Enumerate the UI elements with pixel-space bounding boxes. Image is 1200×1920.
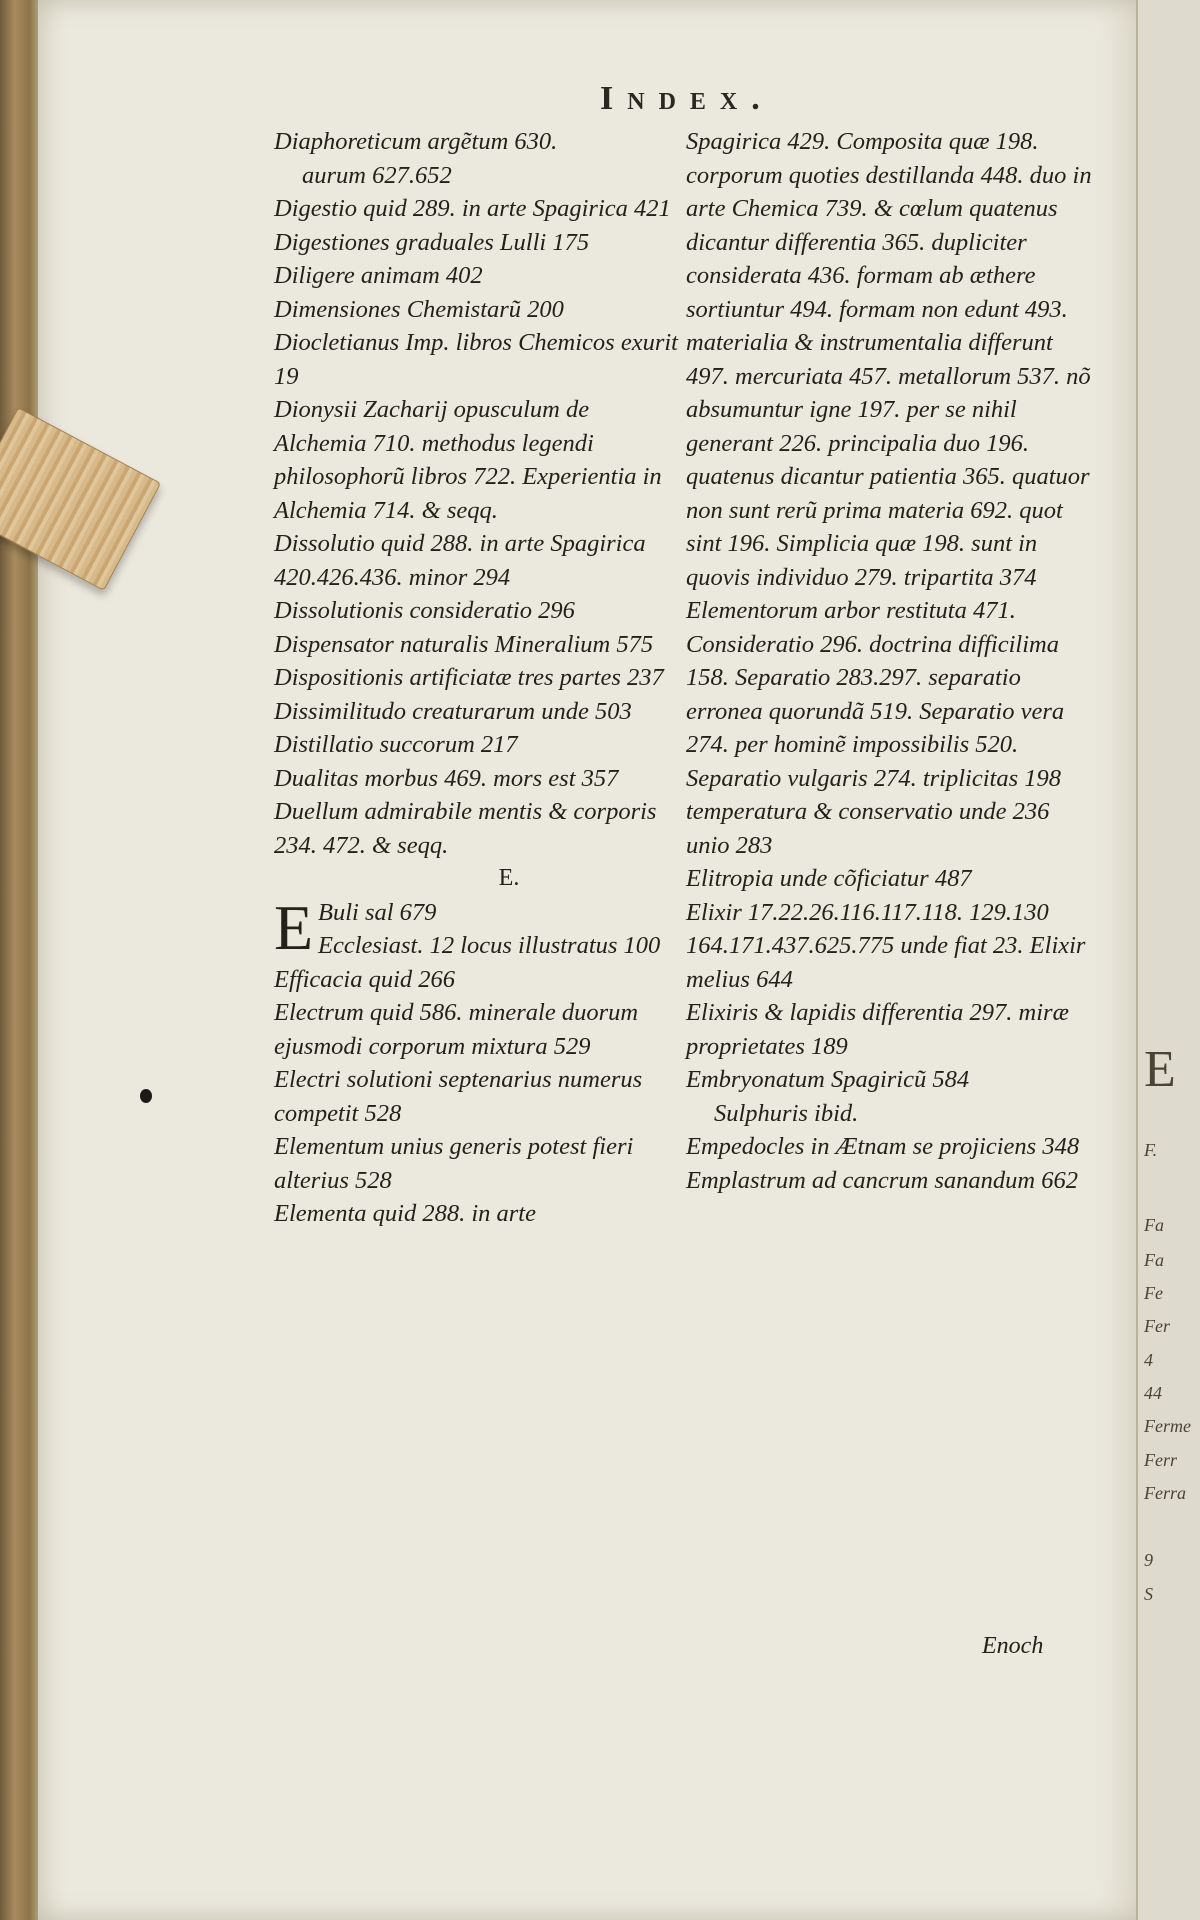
index-entry: Sulphuris ibid. (714, 1099, 859, 1127)
edge-fragment: Fa (1144, 1250, 1164, 1270)
index-entry: Dimensiones Chemistarũ 200 (274, 295, 564, 323)
index-column-left (274, 125, 684, 1231)
book-gutter (0, 0, 42, 1920)
index-entry: Dualitas morbus 469. mors est 357 (274, 764, 619, 792)
index-entry: Elixir 17.22.26.116.117.118. 129.130 164.171.437.625.775 unde fiat 23. Elixir melius 644 (686, 898, 1086, 993)
index-entry: Dissimilitudo creaturarum unde 503 (274, 697, 632, 725)
edge-fragment: Fa (1144, 1215, 1164, 1235)
index-column-right (686, 125, 1096, 1197)
index-entry: Spagirica 429. Composita quæ 198. corporum quoties destillanda 448. duo in arte Chemica 739. & cœlum quatenus dicantur differentia 365. dupliciter considerata 436. formam ab æthere sortiuntur 494. formam non edunt 493. materialia & instrumentalia differunt 497. mercuriata 457. metallorum 537. nõ absumuntur igne 197. per se nihil generant 226. principalia duo 196. quatenus dicantur patientia 365. quatuor non sunt rerũ prima materia 692. quot sint 196. Simplicia quæ 198. sunt in quovis individuo 279. tripartita 374 (686, 128, 1092, 591)
index-entry: Duellum admirabile mentis & corporis 234. 472. & seqq. (274, 798, 657, 859)
index-entry: aurum 627.652 (302, 161, 452, 189)
index-entry: Electri solutioni septenarius numerus competit 528 (274, 1066, 643, 1127)
index-entry: Embryonatum Spagiricũ 584 (686, 1066, 970, 1093)
index-entry: Dissolutionis consideratio 296 (274, 597, 575, 624)
index-entry: Elementum unius generis potest fieri alterius 528 (274, 1133, 634, 1194)
index-entry: Digestiones graduales Lulli 175 (274, 228, 590, 256)
index-entry: Dispensator naturalis Mineralium 575 (274, 630, 654, 658)
index-entry: Distillatio succorum 217 (274, 731, 518, 758)
drop-cap-initial: E (274, 891, 314, 963)
index-entry: Efficacia quid 266 (274, 965, 455, 993)
edge-fragment: Ferra (1144, 1483, 1186, 1503)
index-entry: Empedocles in Ætnam se projiciens 348 (686, 1133, 1080, 1160)
edge-fragment: Ferme (1144, 1416, 1191, 1436)
section-letter-heading: E. (498, 865, 520, 891)
index-entry: Diocletianus Imp. libros Chemicos exurit 19 (274, 329, 678, 390)
edge-fragment: Fe (1144, 1283, 1163, 1303)
index-entry: Diaphoreticum argẽtum 630. (274, 128, 558, 155)
index-entry: Diligere animam 402 (274, 262, 483, 289)
index-entry: Digestio quid 289. in arte Spagirica 421 (274, 195, 671, 222)
edge-fragment: E (1144, 1041, 1176, 1098)
catchword: Enoch (982, 1633, 1044, 1659)
edge-fragment: 9 (1144, 1550, 1153, 1570)
edge-fragment: Fer (1144, 1316, 1170, 1336)
index-entry: Ecclesiast. 12 locus illustratus 100 (318, 932, 661, 959)
index-entry: Elementa quid 288. in arte (274, 1200, 536, 1227)
ink-blot (140, 1089, 152, 1103)
index-entry: Elitropia unde cõficiatur 487 (686, 865, 972, 892)
edge-fragment: 44 (1144, 1383, 1162, 1403)
index-entry: Electrum quid 586. minerale duorum ejusmodi corporum mixtura 529 (274, 999, 639, 1060)
index-entry: Dionysii Zacharij opusculum de Alchemia 710. methodus legendi philosophorũ libros 722. Experientia in Alchemia 714. & seqq. (274, 396, 662, 524)
index-entry: Elementorum arbor restituta 471. Consideratio 296. doctrina difficilima 158. Separatio 283.297. separatio erronea quorundã 519. Separatio vera 274. per hominẽ impossibilis 520. Separatio vulgaris 274. triplicitas 198 temperatura & conservatio unde 236 unio 283 (686, 597, 1065, 859)
index-entry: Dissolutio quid 288. in arte Spagirica 420.426.436. minor 294 (274, 530, 646, 591)
edge-fragment: Ferr (1144, 1450, 1177, 1470)
index-entry: Dispositionis artificiatæ tres partes 237 (274, 664, 664, 691)
page-title: Index. (600, 80, 774, 117)
index-entry: Elixiris & lapidis differentia 297. miræ proprietates 189 (686, 999, 1069, 1060)
edge-fragment: F. (1144, 1140, 1158, 1160)
index-entry: Emplastrum ad cancrum sanandum 662 (686, 1166, 1078, 1194)
edge-fragment: S (1144, 1584, 1153, 1604)
edge-fragment: 4 (1144, 1350, 1153, 1370)
adjacent-page-edge (1136, 0, 1200, 1920)
index-entry: Buli sal 679 (318, 898, 437, 926)
